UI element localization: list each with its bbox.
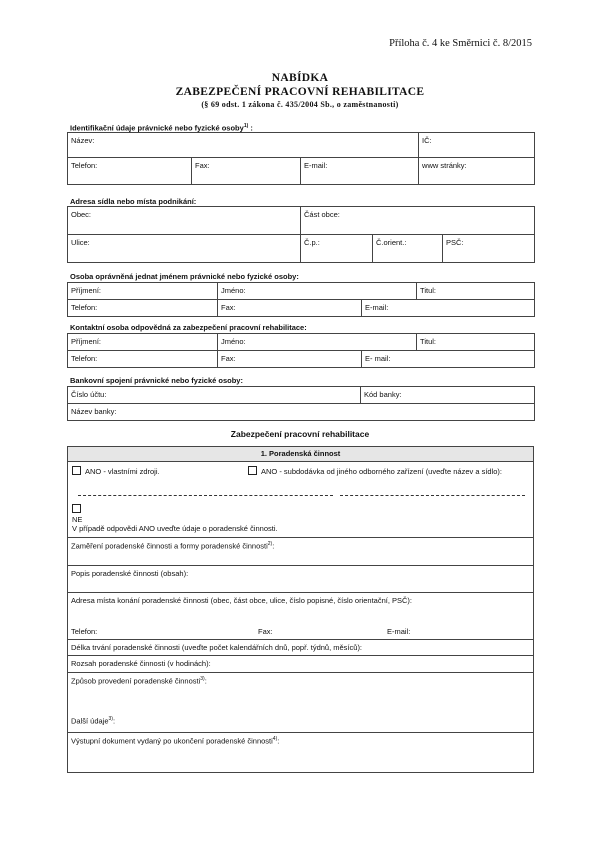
cast-obce-field[interactable]: Část obce: xyxy=(301,207,535,235)
delka-field[interactable]: Délka trvání poradenské činnosti (uveďte počet kalendářních dnů, popř. týdnů, měsíců): xyxy=(68,639,533,655)
counseling-instruction: V případě odpovědi ANO uveďte údaje o poradenské činnosti. xyxy=(72,524,278,533)
zpusob-field[interactable]: Způsob provedení poradenské činnosti$^{3)}$: Další údaje$^{3)}$: xyxy=(68,672,533,732)
adresa-email: E-mail: xyxy=(387,627,411,636)
popis-field[interactable]: Popis poradenské činnosti (obsah): xyxy=(68,565,533,592)
document-subtitle: ZABEZPEČENÍ PRACOVNÍ REHABILITACE xyxy=(175,86,425,98)
kp-jmeno-field[interactable]: Jméno: xyxy=(218,334,417,351)
kp-prijmeni-field[interactable]: Příjmení: xyxy=(68,334,218,351)
section-bank-label: Bankovní spojení právnické nebo fyzické osoby: xyxy=(70,376,243,385)
kp-fax-field[interactable]: Fax: xyxy=(218,351,362,368)
authorized-person-table xyxy=(67,282,535,317)
section-identification-label: Identifikační údaje právnické nebo fyzické osoby$^{1)}$ : xyxy=(70,123,253,133)
kod-banky-field[interactable]: Kód banky: xyxy=(361,387,535,404)
cislo-uctu-field[interactable]: Číslo účtu: xyxy=(68,387,361,404)
ano-own-option[interactable]: ANO - vlastními zdroji. xyxy=(72,466,160,476)
adresa-fax: Fax: xyxy=(258,627,273,636)
rozsah-field[interactable]: Rozsah poradenské činnosti (v hodinách): xyxy=(68,655,533,672)
section-address-label: Adresa sídla nebo místa podnikání: xyxy=(70,197,197,206)
section-contact-person-label: Kontaktní osoba odpovědná za zabezpečení pracovní rehabilitace: xyxy=(70,323,307,332)
op-titul-field[interactable]: Titul: xyxy=(417,283,535,300)
www-field[interactable]: www stránky: xyxy=(419,158,535,185)
contact-person-table xyxy=(67,333,535,368)
nazev-banky-field[interactable]: Název banky: xyxy=(68,404,535,421)
document-reference: Příloha č. 4 ke Směrnici č. 8/2015 xyxy=(389,38,532,49)
bank-table xyxy=(67,386,535,421)
ne-option[interactable]: NE xyxy=(72,504,85,524)
counseling-section-head: 1. Poradenská činnost xyxy=(68,447,533,461)
op-email-field[interactable]: E-mail: xyxy=(362,300,535,317)
identification-table xyxy=(67,132,535,185)
ulice-field[interactable]: Ulice: xyxy=(68,235,301,263)
counseling-box xyxy=(67,446,534,773)
counseling-answer-area xyxy=(68,461,533,537)
dashed-line-right xyxy=(340,495,525,496)
dashed-line-left xyxy=(78,495,333,496)
telefon-field[interactable]: Telefon: xyxy=(68,158,192,185)
op-prijmeni-field[interactable]: Příjmení: xyxy=(68,283,218,300)
ano-own-checkbox[interactable] xyxy=(72,466,81,475)
document-title: NABÍDKA xyxy=(271,72,329,84)
dalsi-udaje-label: Další údaje$^{3)}$: xyxy=(71,716,116,726)
address-table xyxy=(67,206,535,263)
kp-telefon-field[interactable]: Telefon: xyxy=(68,351,218,368)
nazev-field[interactable]: Název: xyxy=(68,133,419,158)
email-field[interactable]: E-mail: xyxy=(301,158,419,185)
ano-subcontract-option[interactable]: ANO - subdodávka od jiného odborného zařízení (uveďte název a sídlo): xyxy=(248,466,502,476)
psc-field[interactable]: PSČ: xyxy=(443,235,535,263)
cp-field[interactable]: Č.p.: xyxy=(301,235,373,263)
adresa-telefon: Telefon: xyxy=(71,627,98,636)
kp-titul-field[interactable]: Titul: xyxy=(417,334,535,351)
op-jmeno-field[interactable]: Jméno: xyxy=(218,283,417,300)
ic-field[interactable]: IČ: xyxy=(419,133,535,158)
rehab-section-title: Zabezpečení pracovní rehabilitace xyxy=(230,429,370,439)
obec-field[interactable]: Obec: xyxy=(68,207,301,235)
corient-field[interactable]: Č.orient.: xyxy=(373,235,443,263)
fax-field[interactable]: Fax: xyxy=(192,158,301,185)
section-authorized-person-label: Osoba oprávněná jednat jménem právnické nebo fyzické osoby: xyxy=(70,272,299,281)
vystupni-field[interactable]: Výstupní dokument vydaný po ukončení poradenské činnosti$^{4)}$: xyxy=(68,732,533,773)
legal-reference: (§ 69 odst. 1 zákona č. 435/2004 Sb., o zaměstnanosti) xyxy=(201,100,399,109)
ano-subcontract-checkbox[interactable] xyxy=(248,466,257,475)
ne-checkbox[interactable] xyxy=(72,504,81,513)
adresa-field[interactable]: Adresa místa konání poradenské činnosti (obec, část obce, ulice, číslo popisné, číslo orientační, PSČ): Telefon: Fax: E-mail: xyxy=(68,592,533,639)
zamereni-field[interactable]: Zaměření poradenské činnosti a formy poradenské činnosti$^{2)}$: xyxy=(68,537,533,565)
kp-email-field[interactable]: E- mail: xyxy=(362,351,535,368)
op-telefon-field[interactable]: Telefon: xyxy=(68,300,218,317)
op-fax-field[interactable]: Fax: xyxy=(218,300,362,317)
